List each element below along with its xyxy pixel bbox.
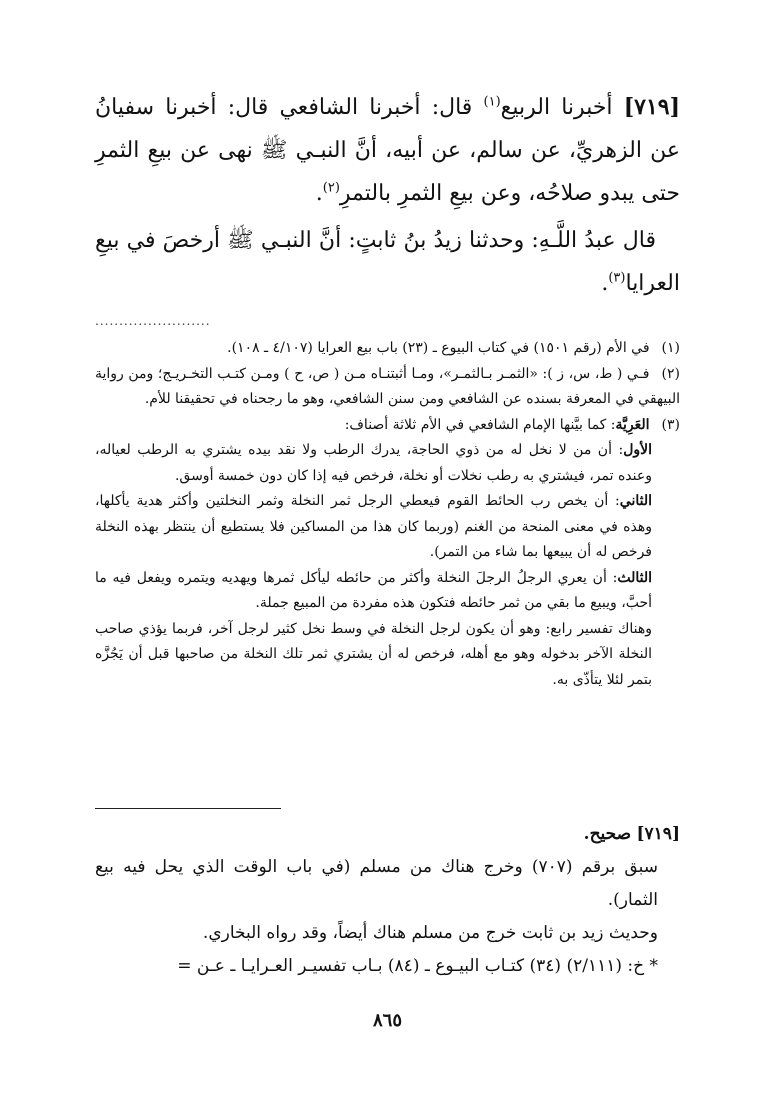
footnote-1 [95, 336, 680, 362]
footnote-1-text: في الأم (رقم ١٥٠١) في كتاب البيوع ـ (٢٣) باب بيع العرايا (٤/١٠٧ ـ ١٠٨). [227, 340, 650, 356]
page-number: ٨٦٥ [372, 1010, 402, 1031]
footnote-2-number: (٢) [661, 365, 680, 382]
hadith-paragraph-1 [95, 86, 680, 215]
footnote-3 [95, 413, 680, 439]
hadith-second-text: قال عبدُ اللَّـهِ: وحدثنا زيدُ بنُ ثابتٍ: أنَّ النبـي ﷺ أرخصَ في بيعِ العرايا [95, 228, 680, 296]
ariyya-type-first-text: : أن من لا نخل له من ذوي الحاجة، يدرك الرطب ولا نقد بيده يشتري به الرطب لعياله، وعنده تمر، فيشتري به رطب نخلات أو نخلة، فرخص فيه إذا كان دون خمسة أوسق. [95, 442, 652, 484]
ariyya-type-third [95, 566, 680, 617]
footnote-3-intro: : كما بيَّنها الإمام الشافعي في الأم ثلاثة أصناف: [344, 416, 616, 433]
hadith-second-end-dot: . [601, 271, 609, 296]
ariyya-type-fourth-text: وهناك تفسير رابع: وهو أن يكون لرجل النخلة في وسط نخل كثير لرجل آخر، فربما يؤذي صاحب النخلة الآخر بدخوله وهو مع أهله، فرخص له أن يشتري ثمر تلك النخلة من صاحبها قبل أن يَجُزَّه بتمر لئلا يتأذّى به. [95, 620, 652, 688]
footnote-2 [95, 362, 680, 413]
takhrij-divider [95, 808, 281, 809]
book-page [95, 0, 680, 1113]
ariyya-type-third-text: : أن يعري الرجلُ الرجلَ النخلة وأكثر من حائطه ليأكل ثمرها ويهديه ويتمره ويفعل فيه ما أحبَّ، ويبيع ما بقي من ثمر حائطه فتكون هذه مفردة من المبيع جملة. [95, 569, 652, 611]
ariyya-type-first-label: الأول [623, 442, 652, 458]
footnote-ref-2[interactable]: (٢) [322, 180, 340, 196]
ariyya-type-second-label: الثاني [619, 493, 652, 509]
footnote-ref-1[interactable]: (١) [483, 94, 501, 110]
footnote-separator: ........................ [95, 314, 211, 326]
ariyya-type-fourth [95, 617, 680, 694]
takhrij-grade: صحيح. [583, 824, 632, 844]
takhrij-line-2: وحديث زيد بن ثابت خرج من مسلم هناك أيضاً، وقد رواه البخاري. [202, 923, 658, 943]
ariyya-type-first [95, 438, 680, 489]
hadith-end-dot: . [315, 181, 323, 206]
footnote-1-number: (١) [661, 340, 680, 356]
footnote-ref-3[interactable]: (٣) [608, 270, 626, 286]
hadith-number: [٧١٩] [623, 94, 681, 120]
ariyya-type-second-text: : أن يخص رب الحائط القوم فيعطي الرجل ثمر النخلة وثمر النخلتين وأكثر هدية يأكلها، وهذه في معنى المنحة من الغنم (وربما كان هذا من المساكين فلا يستطيع أن ينتظر بهذه النخلة فرخص له أن يبيعها بما شاء من التمر). [95, 493, 652, 560]
hadith-chain-text: أخبرنا الربيع [500, 95, 613, 120]
takhrij-heading [95, 818, 680, 851]
ariyya-type-second [95, 489, 680, 566]
footnote-3-number: (٣) [661, 416, 680, 433]
hadith-text [95, 86, 680, 305]
ariyya-type-third-label: الثالث [617, 569, 652, 586]
takhrij-section [95, 818, 680, 983]
takhrij-line-3: * خ: (٢/١١١) (٣٤) كتـاب البيـوع ـ (٨٤) بـاب تفسيـر العـرايـا ـ عـن = [177, 956, 658, 976]
footnote-2-text: فـي ( ط، س، ز ): «الثمـر بـالثمـر»، ومـا أثبتنـاه مـن ( ص، ح ) ومـن كتـب التخـريـج؛ ومن رواية البيهقي في المعرفة بسنده عن الشافعي ومن سنن الشافعي، وهو ما رجحناه في تحقيقنا للأم. [95, 365, 680, 407]
takhrij-hadith-number: [٧١٩] [636, 824, 680, 844]
takhrij-line-1: سبق برقم (٧٠٧) وخرج هناك من مسلم (في باب الوقت الذي يحل فيه بيع الثمار). [95, 857, 658, 910]
hadith-body-text: قال: أخبرنا الشافعي قال: أخبرنا سفيانُ عن الزهريِّ، عن سالم، عن أبيه، أنَّ النبـي ﷺ نهى عن بيعِ الثمرِ حتى يبدو صلاحُه، وعن بيعِ الثمرِ بالتمرِ [95, 95, 680, 206]
footnote-3-term: العَرِيَّة [615, 416, 650, 433]
footnotes [95, 336, 680, 693]
hadith-paragraph-2 [95, 219, 680, 305]
